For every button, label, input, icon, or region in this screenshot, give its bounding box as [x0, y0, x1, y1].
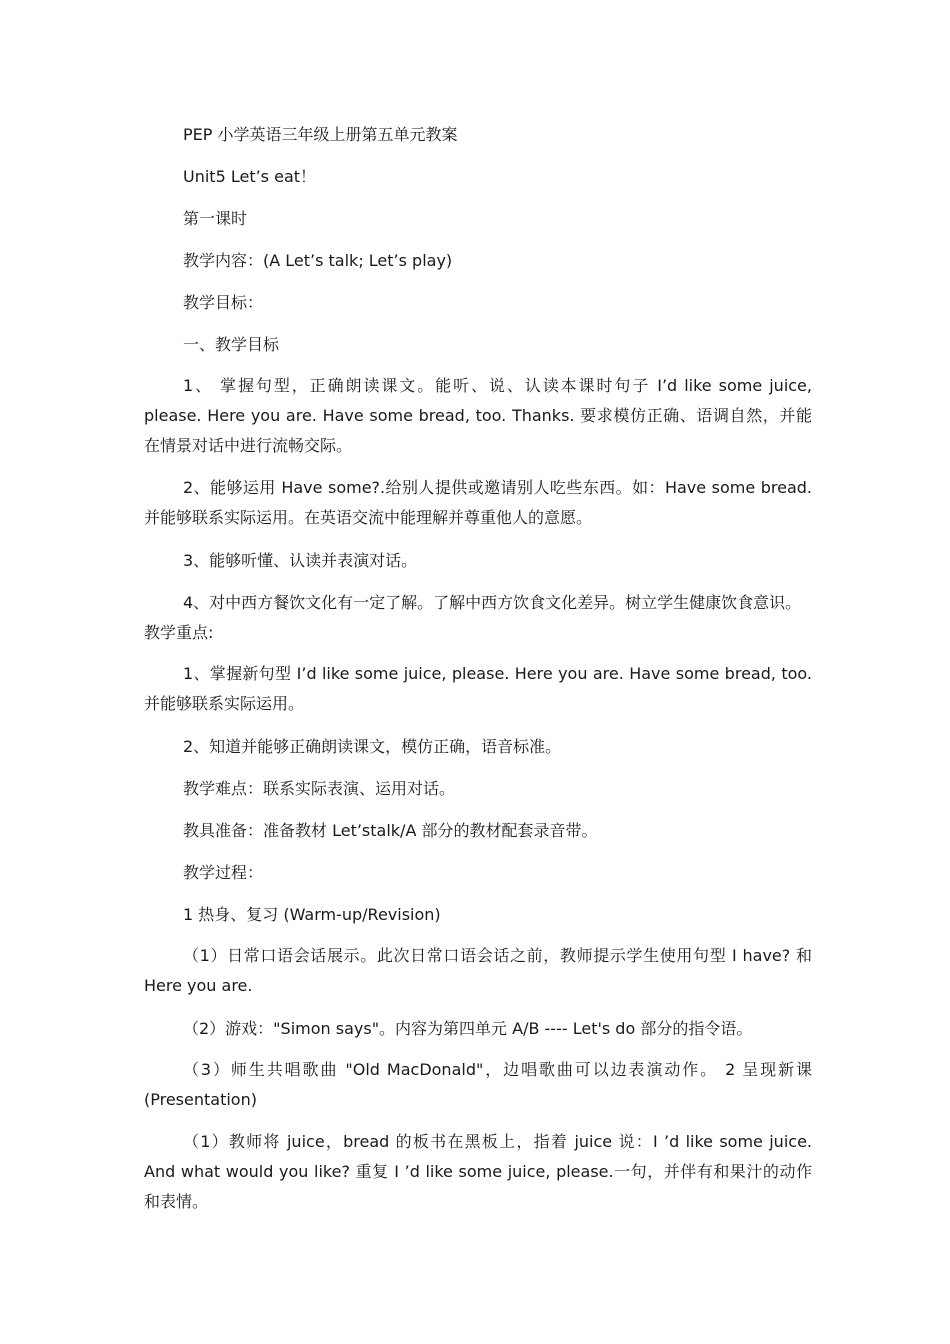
key-points-label: 教学重点:	[144, 623, 214, 642]
process-step-1-1: （1）日常口语会话展示。此次日常口语会话之前，教师提示学生使用句型 I have? 和 Here you are.	[144, 946, 812, 995]
process-step-1-3: （3）师生共唱歌曲 "Old MacDonald"，边唱歌曲可以边表演动作。 2 呈现新课 (Presentation)	[144, 1060, 812, 1109]
document-title: PEP 小学英语三年级上册第五单元教案	[183, 125, 458, 144]
process-step-1: 1 热身、复习 (Warm-up/Revision)	[183, 905, 441, 924]
process-label: 教学过程：	[183, 863, 264, 882]
unit-heading: Unit5 Let’s eat！	[183, 167, 317, 186]
goals-label: 教学目标：	[183, 293, 264, 312]
teaching-materials: 教具准备：准备教材 Let’stalk/A 部分的教材配套录音带。	[183, 821, 598, 840]
goal-item-3: 3、能够听懂、认读并表演对话。	[183, 551, 418, 570]
teaching-content: 教学内容：(A Let’s talk; Let’s play)	[183, 251, 453, 270]
process-step-2-1: （1）教师将 juice，bread 的板书在黑板上，指着 juice 说：I ’d like some juice. And what would you like? 重复 I ’d like some juice, please.一句，并伴有和果汁的动作和表情。	[144, 1132, 812, 1211]
goal-item-2: 2、能够运用 Have some?.给别人提供或邀请别人吃些东西。如：Have some bread. 并能够联系实际运用。在英语交流中能理解并尊重他人的意愿。	[144, 478, 812, 527]
goal-item-1: 1、 掌握句型，正确朗读课文。能听、说、认读本课时句子 I’d like some juice, please. Here you are. Have some bread, too. Thanks. 要求模仿正确、语调自然，并能在情景对话中进行流畅交际。	[144, 376, 812, 455]
goal-item-4: 4、对中西方餐饮文化有一定了解。了解中西方饮食文化差异。树立学生健康饮食意识。	[183, 593, 802, 612]
key-point-2: 2、知道并能够正确朗读课文，模仿正确，语音标准。	[183, 737, 562, 756]
key-point-1: 1、掌握新句型 I’d like some juice, please. Here you are. Have some bread, too.并能够联系实际运用。	[144, 664, 812, 713]
process-step-1-2: （2）游戏："Simon says"。内容为第四单元 A/B ---- Let's do 部分的指令语。	[183, 1019, 753, 1038]
goals-heading: 一、教学目标	[183, 335, 280, 354]
lesson-heading: 第一课时	[183, 209, 248, 228]
teaching-difficulty: 教学难点：联系实际表演、运用对话。	[183, 779, 456, 798]
